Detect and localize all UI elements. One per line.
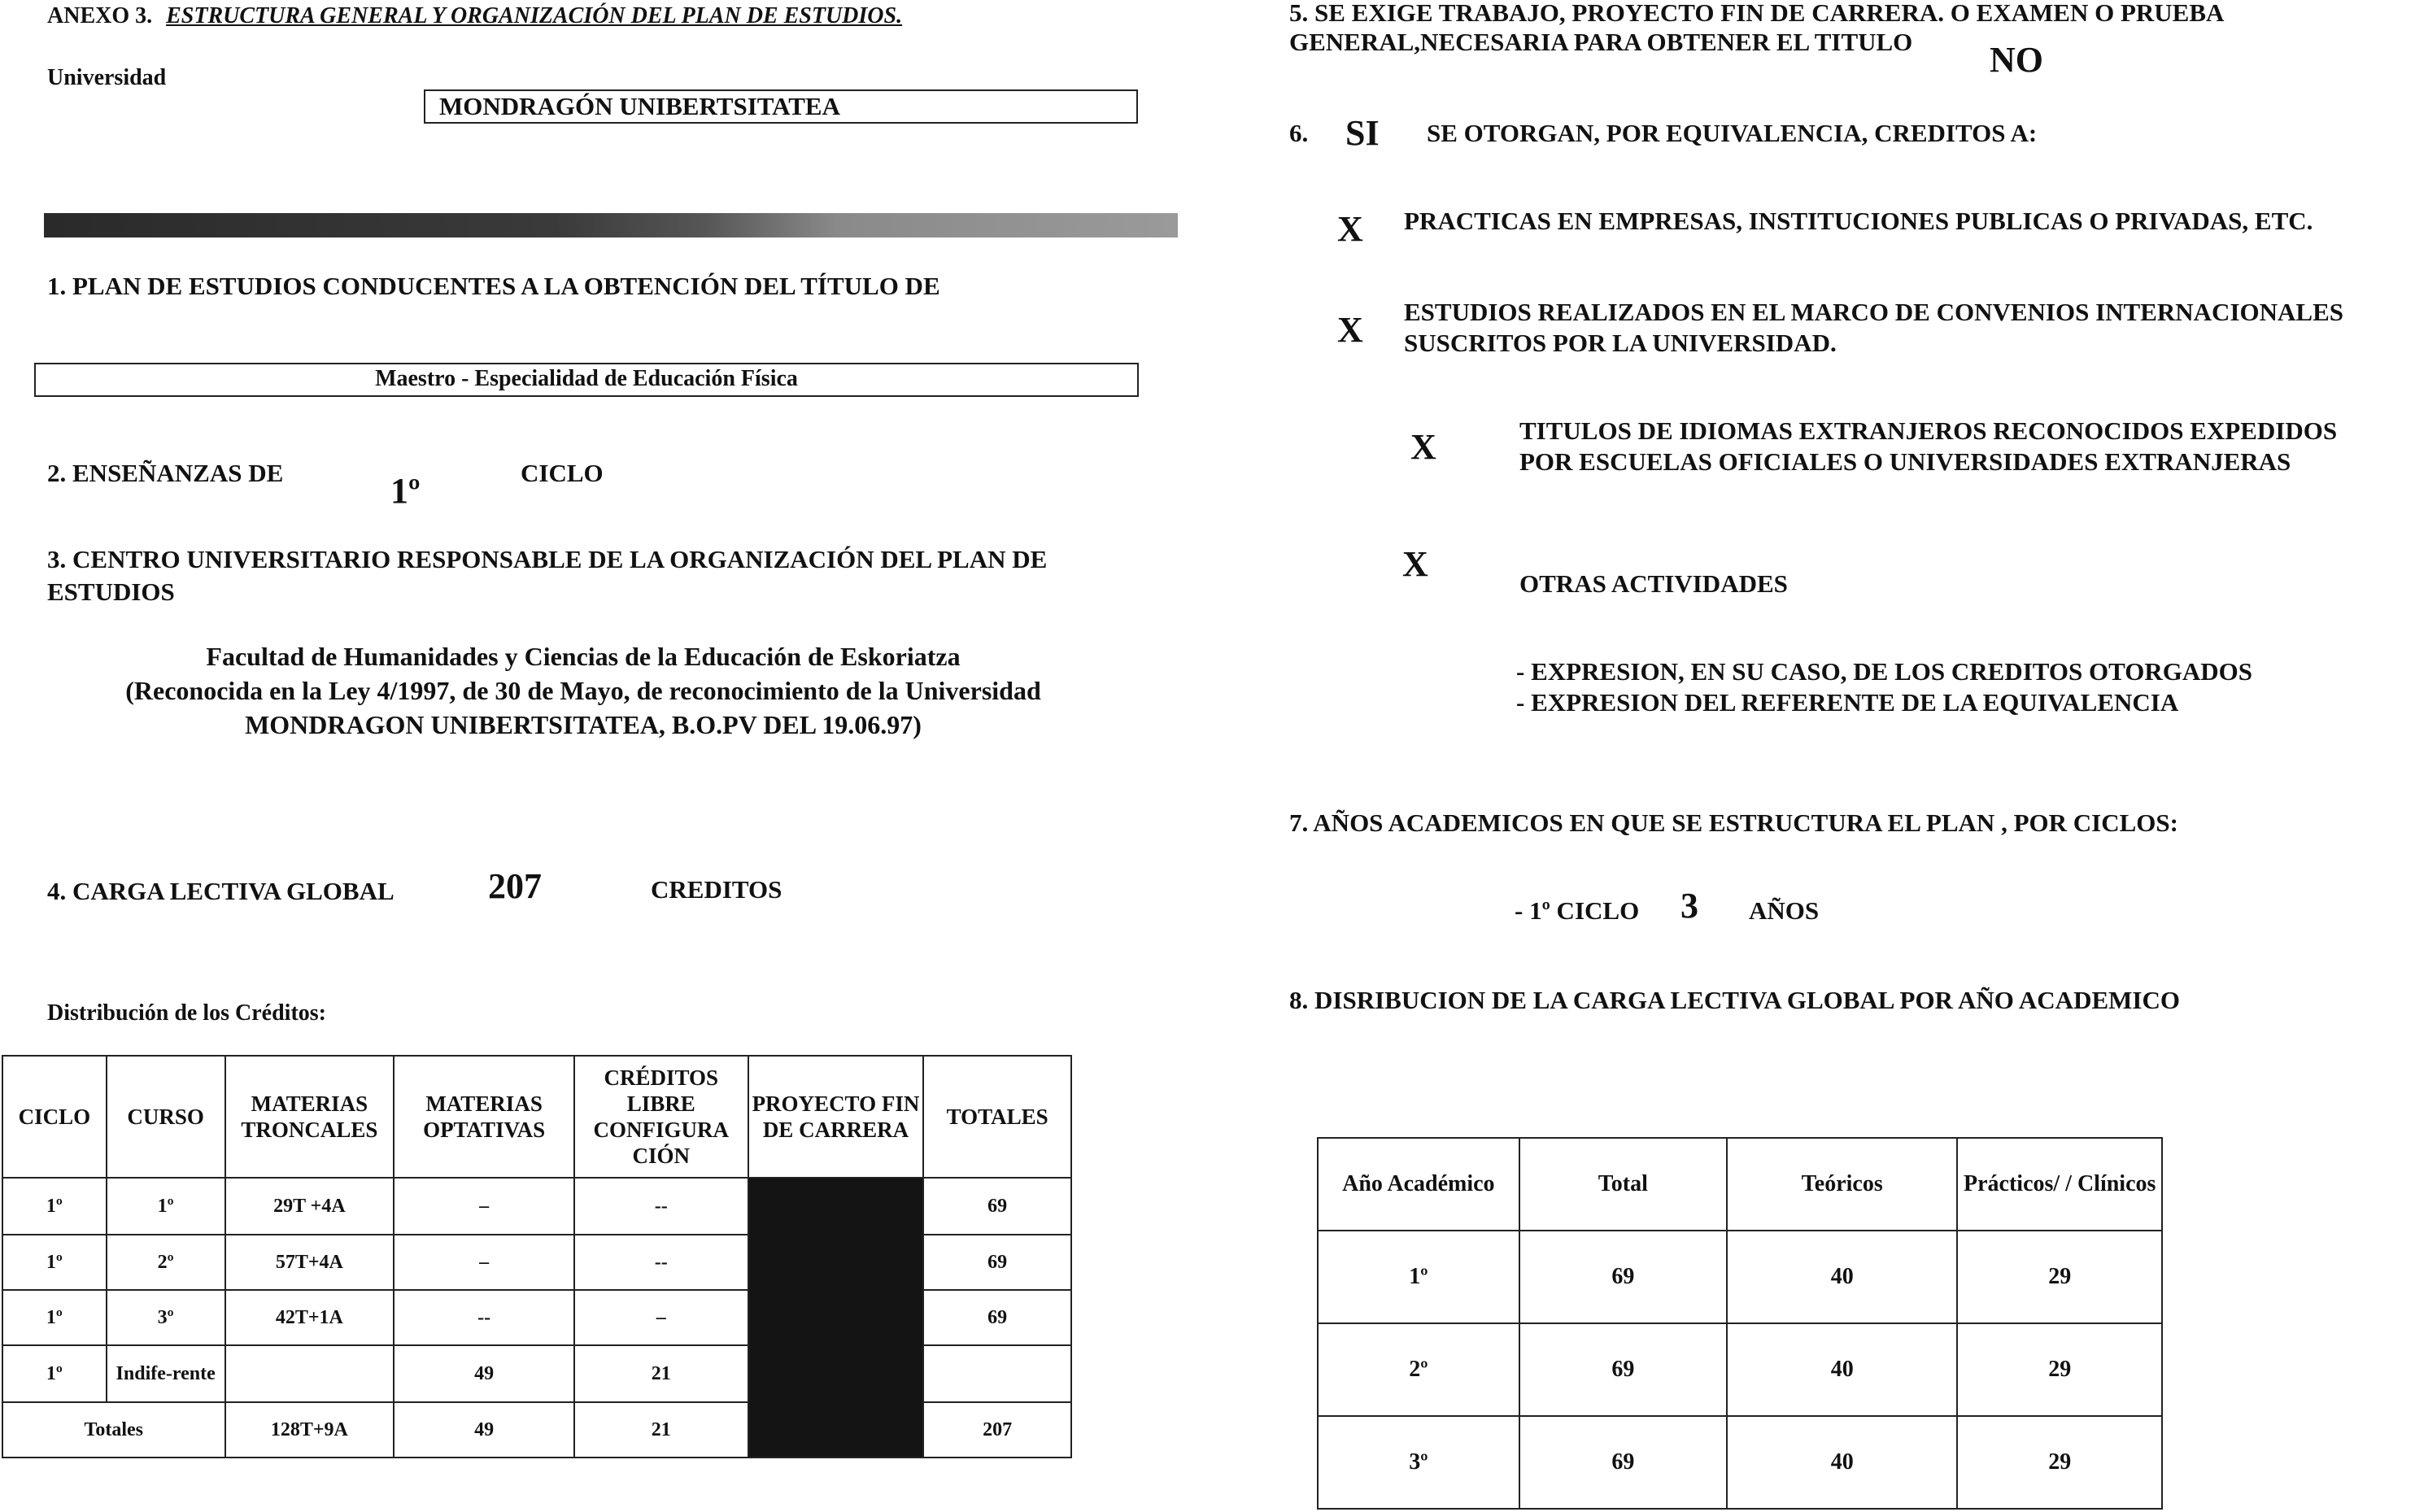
annual-distribution-table: [1317, 1137, 2163, 1510]
totals-troncales: 128T+9A: [225, 1402, 395, 1458]
cell-troncales: 57T+4A: [225, 1235, 395, 1290]
header-teoricos: Teóricos: [1727, 1138, 1957, 1231]
cell-ano: 2º: [1318, 1323, 1519, 1416]
cell-troncales: 42T+1A: [225, 1290, 395, 1345]
centro-block: [36, 639, 1131, 742]
section7-ciclo: - 1º CICLO: [1515, 896, 1640, 925]
cell-libre: –: [574, 1290, 748, 1345]
totals-label: Totales: [2, 1402, 225, 1458]
checkmark-x-practicas: X: [1337, 209, 1363, 249]
section7-suffix: AÑOS: [1749, 896, 1820, 925]
section1-label: 1. PLAN DE ESTUDIOS CONDUCENTES A LA OBTENCIÓN DEL TÍTULO DE: [47, 272, 940, 300]
checkmark-x-idiomas: X: [1410, 427, 1436, 467]
section5-line2: GENERAL,NECESARIA PARA OBTENER EL TITULO: [1289, 28, 1913, 56]
note-creditos: - EXPRESION, EN SU CASO, DE LOS CREDITOS OTORGADOS: [1516, 657, 2252, 686]
cell-curso: 2º: [107, 1235, 225, 1290]
annex-number: ANEXO 3.: [47, 3, 153, 28]
totals-optativas: 49: [394, 1402, 574, 1458]
cell-total: 69: [1519, 1231, 1727, 1323]
section5-value: NO: [1990, 40, 2043, 80]
distribution-table: [2, 1055, 1072, 1458]
section5-line1: 5. SE EXIGE TRABAJO, PROYECTO FIN DE CARRERA. O EXAMEN O PRUEBA: [1289, 0, 2225, 27]
distribution-title: Distribución de los Créditos:: [47, 1000, 326, 1026]
cell-totales: 69: [923, 1178, 1071, 1235]
centro-line3: MONDRAGON UNIBERTSITATEA, B.O.PV DEL 19.06.97): [245, 710, 922, 739]
section4-suffix: CREDITOS: [651, 875, 782, 904]
cell-libre: --: [574, 1178, 748, 1235]
cell-ano: 3º: [1318, 1416, 1519, 1509]
cell-libre: 21: [574, 1345, 748, 1402]
cell-ciclo: 1º: [2, 1345, 107, 1402]
item-practicas: PRACTICAS EN EMPRESAS, INSTITUCIONES PUBLICAS O PRIVADAS, ETC.: [1404, 207, 2313, 235]
header-curso: CURSO: [107, 1056, 225, 1178]
cell-totales: 69: [923, 1290, 1071, 1345]
cell-optativas: –: [394, 1178, 574, 1235]
cell-optativas: –: [394, 1235, 574, 1290]
section8-label: 8. DISRIBUCION DE LA CARGA LECTIVA GLOBAL POR AÑO ACADEMICO: [1289, 986, 2180, 1014]
item-otras: OTRAS ACTIVIDADES: [1519, 569, 1788, 598]
section6-value: SI: [1345, 113, 1380, 153]
section7-value: 3: [1680, 886, 1698, 926]
cell-practicos: 29: [1957, 1323, 2162, 1416]
cell-libre: --: [574, 1235, 748, 1290]
section6-number: 6.: [1289, 119, 1309, 147]
cell-practicos: 29: [1957, 1231, 2162, 1323]
checkmark-x-convenios: X: [1337, 310, 1363, 350]
cell-optativas: --: [394, 1290, 574, 1345]
header-totales: TOTALES: [923, 1056, 1071, 1178]
cell-ciclo: 1º: [2, 1290, 107, 1345]
cell-ciclo: 1º: [2, 1235, 107, 1290]
totals-libre: 21: [574, 1402, 748, 1458]
annex-heading: [47, 3, 902, 29]
annex-title: ESTRUCTURA GENERAL Y ORGANIZACIÓN DEL PLAN DE ESTUDIOS.: [166, 3, 903, 28]
totals-totales: 207: [923, 1402, 1071, 1458]
header-practicos: Prácticos/ / Clínicos: [1957, 1138, 2162, 1231]
header-total: Total: [1519, 1138, 1727, 1231]
table-row: [1318, 1323, 2162, 1416]
section2-value: 1º: [390, 471, 421, 511]
cell-troncales: [225, 1345, 395, 1402]
cell-teoricos: 40: [1727, 1323, 1957, 1416]
titulo-value: Maestro - Especialidad de Educación Física: [375, 366, 798, 391]
annual-header-row: [1318, 1138, 2162, 1231]
centro-line2: (Reconocida en la Ley 4/1997, de 30 de Mayo, de reconocimiento de la Universidad: [125, 676, 1041, 705]
note-referente: - EXPRESION DEL REFERENTE DE LA EQUIVALENCIA: [1516, 688, 2179, 717]
cell-teoricos: 40: [1727, 1416, 1957, 1509]
item-idiomas-line1: TITULOS DE IDIOMAS EXTRANJEROS RECONOCIDOS EXPEDIDOS: [1519, 416, 2338, 445]
header-optativas: MATERIAS OPTATIVAS: [394, 1056, 574, 1178]
cell-troncales: 29T +4A: [225, 1178, 395, 1235]
header-ciclo: CICLO: [2, 1056, 107, 1178]
section6-label: SE OTORGAN, POR EQUIVALENCIA, CREDITOS A:: [1427, 119, 2038, 147]
header-ano: Año Académico: [1318, 1138, 1519, 1231]
section2-label: 2. ENSEÑANZAS DE: [47, 459, 284, 487]
cell-practicos: 29: [1957, 1416, 2162, 1509]
header-proyecto: PROYECTO FIN DE CARRERA: [748, 1056, 924, 1178]
cell-proyecto-blacked: [748, 1178, 924, 1458]
section4-value: 207: [488, 866, 542, 906]
section3-label-line2: ESTUDIOS: [47, 577, 175, 606]
section4-label: 4. CARGA LECTIVA GLOBAL: [47, 877, 395, 905]
item-convenios-line2: SUSCRITOS POR LA UNIVERSIDAD.: [1404, 329, 1837, 357]
cell-totales: 69: [923, 1235, 1071, 1290]
item-idiomas-line2: POR ESCUELAS OFICIALES O UNIVERSIDADES EXTRANJERAS: [1519, 447, 2291, 476]
cell-teoricos: 40: [1727, 1231, 1957, 1323]
section7-label: 7. AÑOS ACADEMICOS EN QUE SE ESTRUCTURA EL PLAN , POR CICLOS:: [1289, 808, 2178, 837]
cell-curso: 3º: [107, 1290, 225, 1345]
universidad-label: Universidad: [47, 65, 167, 90]
header-libre-configuracion: CRÉDITOS LIBRE CONFIGURA CIÓN: [574, 1056, 748, 1178]
cell-ciclo: 1º: [2, 1178, 107, 1235]
cell-total: 69: [1519, 1416, 1727, 1509]
cell-total: 69: [1519, 1323, 1727, 1416]
table-row: [2, 1178, 1071, 1235]
centro-line1: Facultad de Humanidades y Ciencias de la Educación de Eskoriatza: [206, 642, 961, 671]
gray-divider-bar: [44, 213, 1178, 237]
cell-optativas: 49: [394, 1345, 574, 1402]
distribution-header-row: [2, 1056, 1071, 1178]
cell-totales: [923, 1345, 1071, 1402]
header-troncales: MATERIAS TRONCALES: [225, 1056, 395, 1178]
cell-curso: 1º: [107, 1178, 225, 1235]
section2-suffix: CICLO: [521, 459, 604, 487]
section3-label-line1: 3. CENTRO UNIVERSITARIO RESPONSABLE DE LA ORGANIZACIÓN DEL PLAN DE: [47, 545, 1048, 573]
cell-ano: 1º: [1318, 1231, 1519, 1323]
table-row: [1318, 1231, 2162, 1323]
table-row: [1318, 1416, 2162, 1509]
item-convenios-line1: ESTUDIOS REALIZADOS EN EL MARCO DE CONVENIOS INTERNACIONALES: [1404, 298, 2343, 326]
checkmark-x-otras: X: [1402, 544, 1428, 584]
universidad-value: MONDRAGÓN UNIBERTSITATEA: [439, 92, 840, 120]
cell-curso: Indife-rente: [107, 1345, 225, 1402]
